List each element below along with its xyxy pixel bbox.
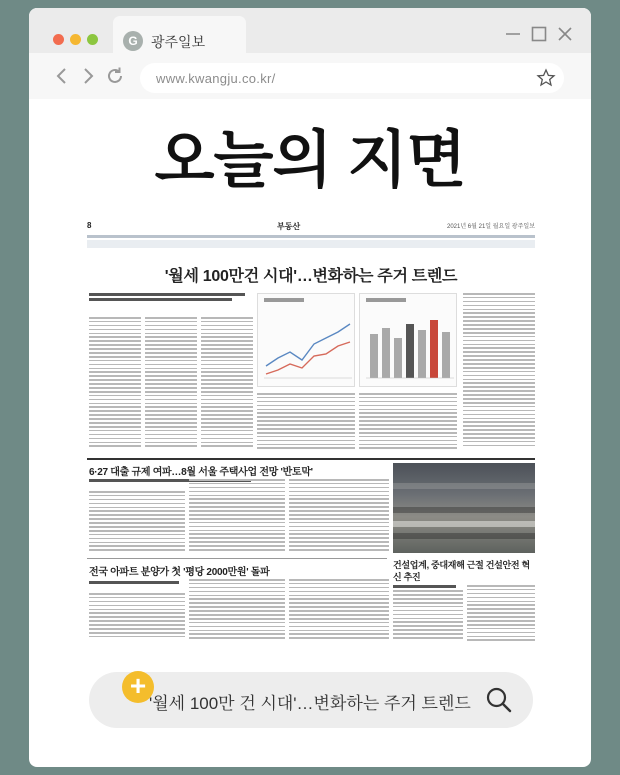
meeting-photo (393, 463, 535, 553)
plus-icon: + (129, 670, 147, 701)
article-column-5 (359, 393, 457, 453)
line-chart-figure (257, 293, 355, 387)
story2-column-3 (289, 479, 389, 553)
story4-column-1 (393, 585, 463, 645)
newspaper-headline: '월세 100만건 시대'…변화하는 주거 트렌드 (164, 268, 458, 285)
browser-tab[interactable] (113, 16, 246, 53)
subhead-block (89, 293, 251, 315)
story3-headline: 전국 아파트 분양가 첫 '평당 2000만원' 돌파 (89, 567, 270, 578)
story2-column-1 (89, 491, 185, 553)
window-minimize-dot[interactable] (70, 34, 81, 45)
search-icon[interactable] (485, 686, 513, 714)
star-icon[interactable] (536, 68, 556, 88)
newspaper-header (87, 221, 535, 235)
article-column-1 (89, 317, 141, 453)
site-favicon-icon: G (123, 31, 143, 51)
reload-icon[interactable] (104, 65, 126, 87)
story4-column-2 (467, 585, 535, 645)
window-close-dot[interactable] (53, 34, 64, 45)
tab-title: 광주일보 (151, 34, 206, 50)
address-bar (29, 53, 591, 99)
url-field[interactable] (140, 63, 564, 93)
browser-window (29, 8, 591, 767)
story3-subhead (89, 581, 189, 589)
close-icon[interactable] (556, 25, 574, 43)
bar-chart-figure (359, 293, 457, 387)
page-number: 8 (87, 221, 92, 230)
newspaper-page[interactable] (85, 213, 537, 723)
date-line: 2021년 6월 21일 월요일 광주일보 (447, 224, 535, 230)
section-name: 부동산 (277, 222, 301, 231)
story3-column-1 (89, 593, 185, 643)
story3-column-2 (189, 579, 285, 643)
header-band (87, 240, 535, 248)
article-column-3 (201, 317, 253, 453)
article-column-2 (145, 317, 197, 453)
window-zoom-dot[interactable] (87, 34, 98, 45)
add-button[interactable] (122, 671, 154, 703)
search-query[interactable]: '월세 100만 건 시대'…변화하는 주거 트렌드 (149, 694, 471, 713)
story-divider (87, 558, 387, 559)
article-column-6 (463, 293, 535, 453)
page-title: 오늘의 지면 (154, 126, 466, 195)
story2-column-2 (189, 479, 285, 553)
forward-icon[interactable] (77, 65, 99, 87)
section-divider (87, 458, 535, 460)
article-column-4 (257, 393, 355, 453)
tab-bar (29, 8, 591, 53)
minimize-icon[interactable] (504, 25, 522, 43)
back-icon[interactable] (51, 65, 73, 87)
header-rule (87, 235, 535, 238)
search-bar[interactable] (89, 672, 533, 728)
story3-column-3 (289, 579, 389, 643)
story4-headline: 건설업계, 중대재해 근절 건설안전 혁신 추진 (393, 560, 530, 582)
story2-headline: 6·27 대출 규제 여파…8월 서울 주택사업 전망 '반토막' (89, 467, 313, 478)
maximize-icon[interactable] (530, 25, 548, 43)
url-text: www.kwangju.co.kr/ (156, 71, 276, 86)
